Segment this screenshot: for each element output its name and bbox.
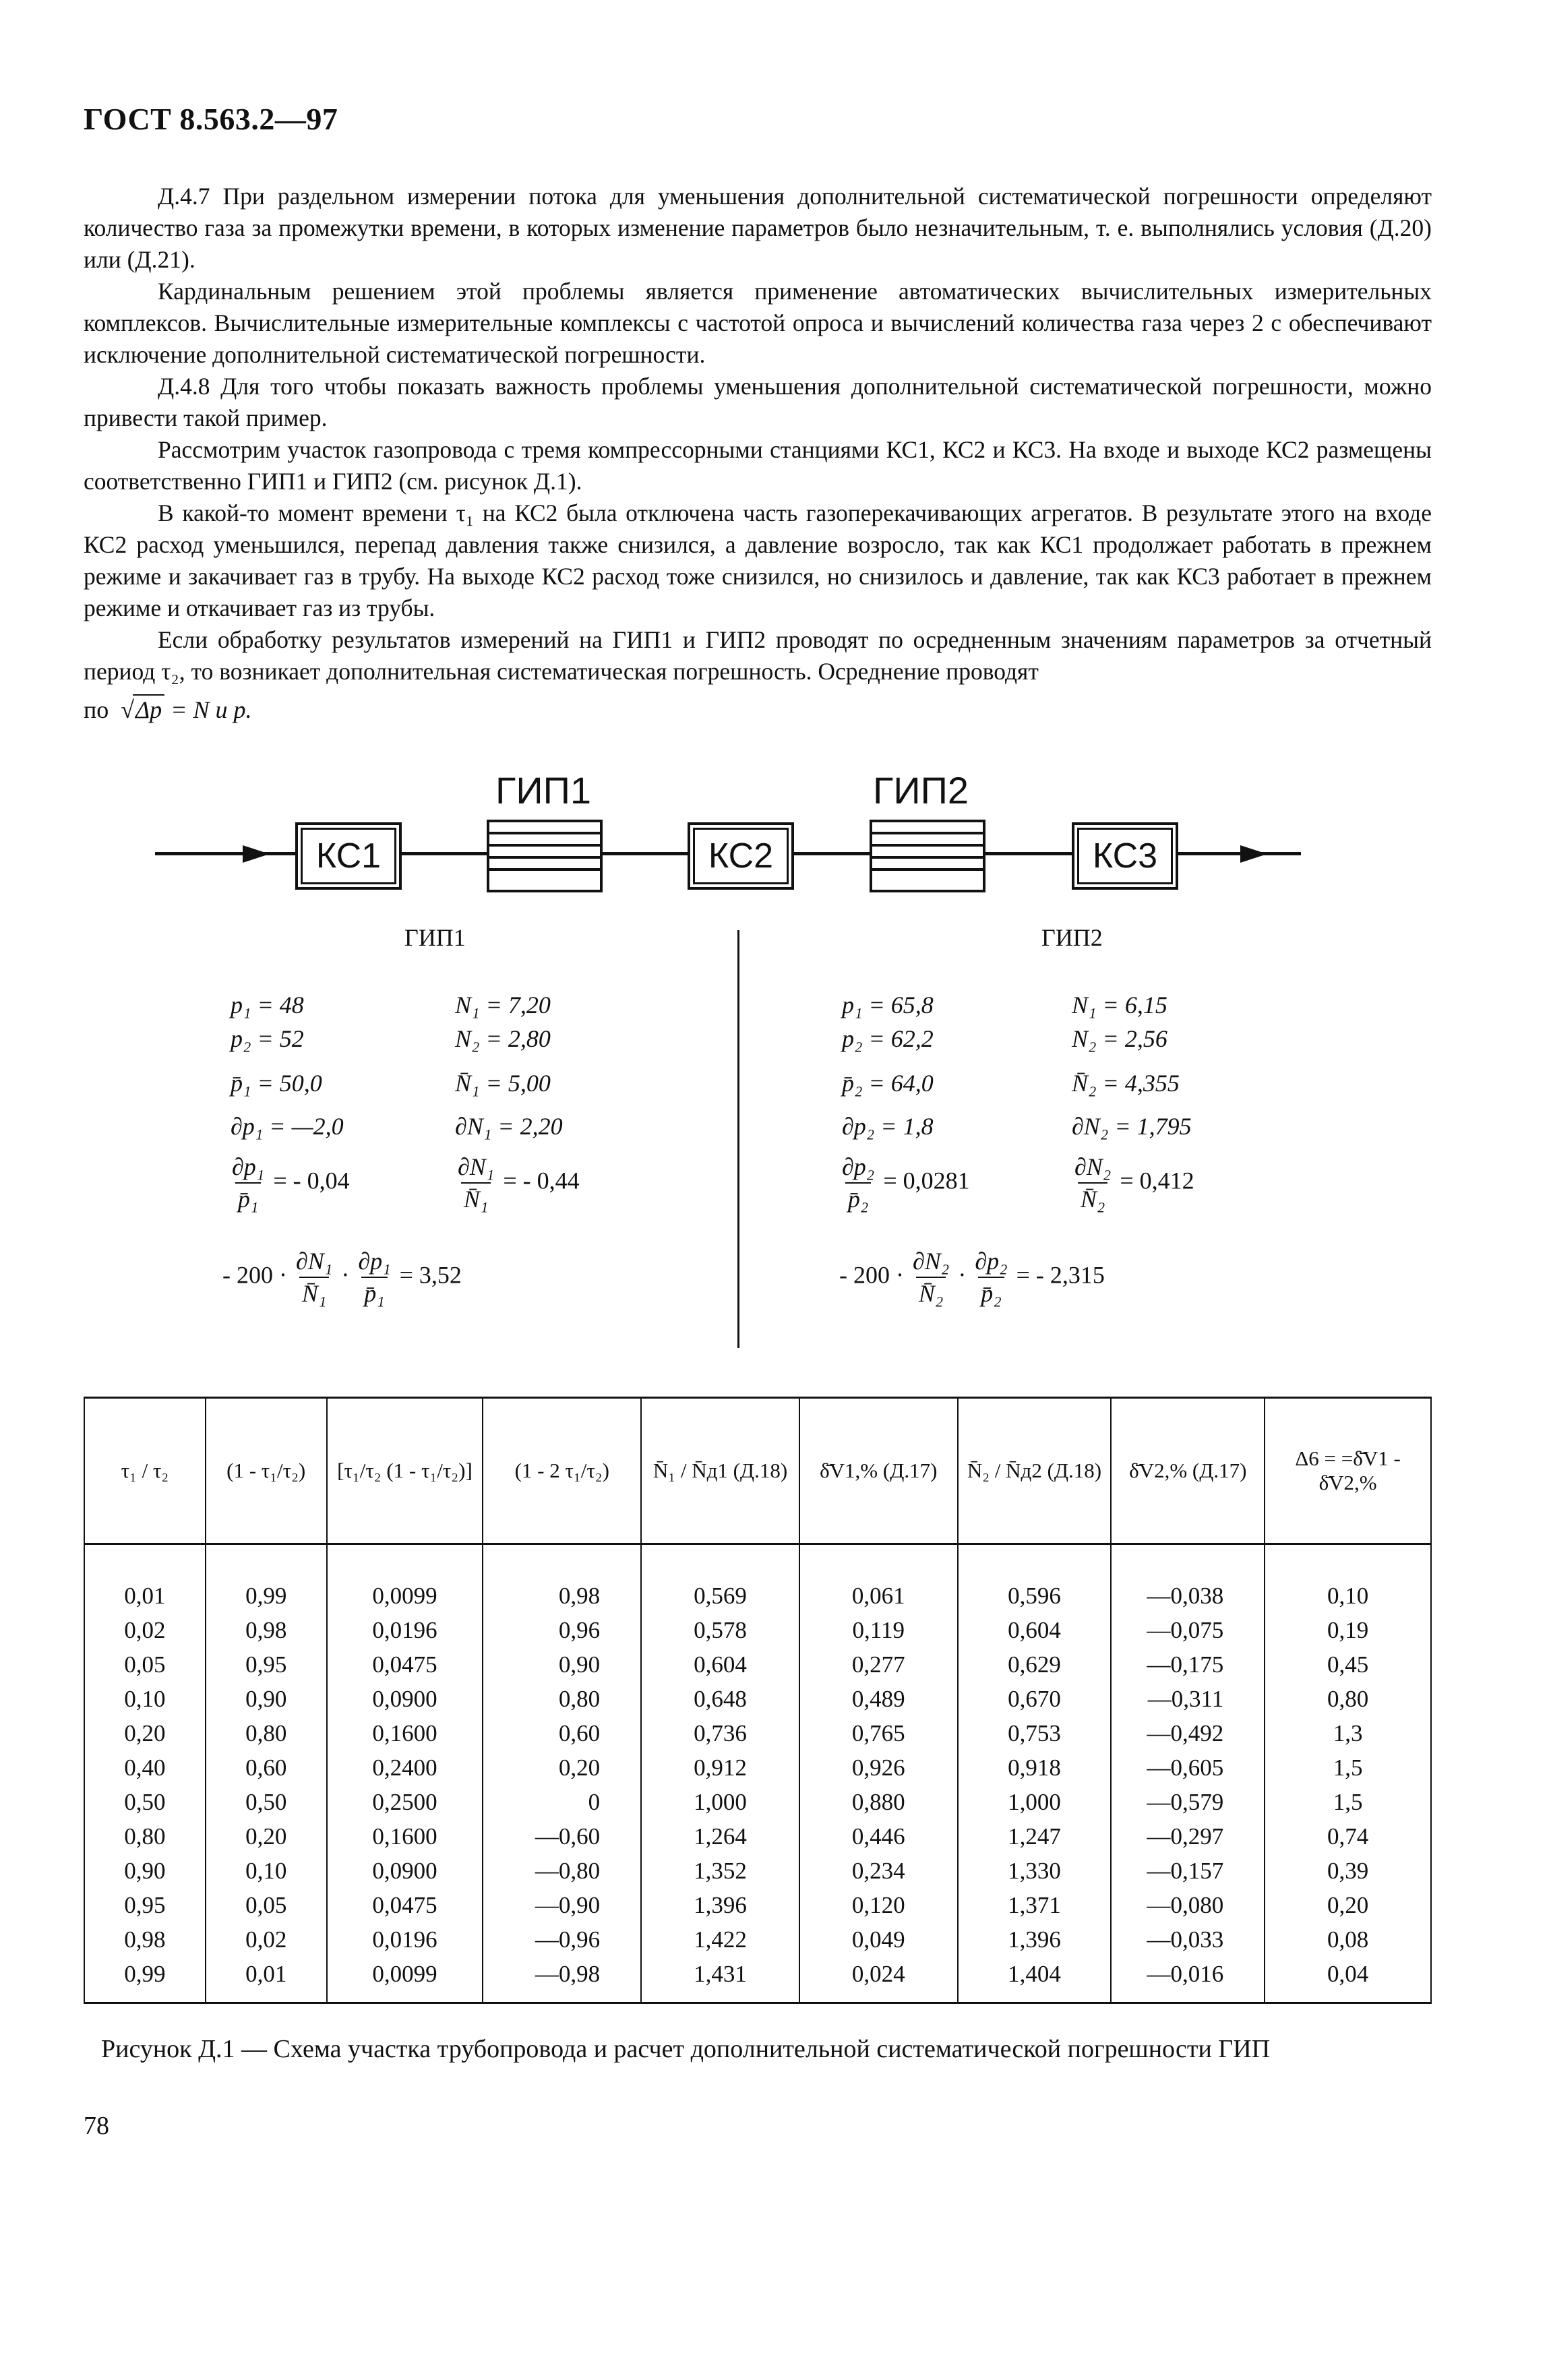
table-header: (1 - 2 τ₁/τ₂) [483,1398,641,1544]
paragraph-d47: Д.4.7 При раздельном измерении потока для уменьшения дополнительной систематической погрешности определяют количество газа за промежутки времени, в которых изменение параметров было незначительным, т. е. выполнялись условия (Д.20) или (Д.21). [84,183,1432,273]
formula-prefix: по [84,696,109,723]
table-cell: 0,0900 [327,1682,483,1716]
table-row [84,1682,1431,1716]
frac-num: ∂N₁ [458,1153,495,1180]
table-cell: 0,05 [84,1647,206,1682]
arrow-right-icon [243,845,270,863]
calc-p1: p₁ = 48 [231,991,304,1018]
table-cell: 0,0475 [327,1647,483,1682]
table-cell: 0,753 [958,1716,1112,1750]
body-text [84,181,1432,688]
station-ks2 [688,822,794,890]
table-cell: 0,60 [483,1716,641,1750]
calc-p2: p₂ = 52 [231,1025,304,1052]
result-prefix: - 200 · [222,1261,287,1289]
table-cell: 0,569 [641,1544,799,1614]
table-row [84,1922,1431,1957]
table-cell: —0,579 [1111,1785,1265,1819]
table-cell: —0,311 [1111,1682,1265,1716]
table-cell: —0,96 [483,1922,641,1957]
table-cell: 0,648 [641,1682,799,1716]
table-cell: 1,5 [1265,1785,1431,1819]
table-cell: 0,061 [799,1544,958,1614]
pipeline-diagram [155,768,1301,903]
table-cell: 0,04 [1265,1957,1431,2003]
table-cell: 0,01 [84,1544,206,1614]
table-cell: 1,000 [958,1785,1112,1819]
table-cell: —0,297 [1111,1819,1265,1854]
gip2-block [870,820,985,892]
calc-n2: N₂ = 2,80 [455,1025,551,1052]
table-cell: 0,98 [483,1544,641,1614]
table-cell: 0,629 [958,1647,1112,1682]
calc-nbar: N̄₁ = 5,00 [455,1070,551,1097]
table-cell: —0,080 [1111,1888,1265,1922]
table-cell: 0,0196 [327,1922,483,1957]
table-cell: 0,99 [206,1544,327,1614]
table-header: δ̄V1,% (Д.17) [799,1398,958,1544]
table-cell: —0,157 [1111,1854,1265,1888]
table-cell: 0,0099 [327,1544,483,1614]
frac-den: N̄₂ [1078,1182,1108,1213]
sqrt-symbol: √ [115,696,135,723]
table-cell: 1,396 [958,1922,1112,1957]
table-cell: 0,0475 [327,1888,483,1922]
table-cell: 0,926 [799,1750,958,1785]
frac-num: ∂N₂ [912,1248,950,1275]
table-cell: —0,175 [1111,1647,1265,1682]
table-cell: 1,5 [1265,1750,1431,1785]
calc-dp: ∂p₂ = 1,8 [842,1113,934,1140]
table-cell: 0 [483,1785,641,1819]
station-ks3-label: КС3 [1092,836,1158,876]
table-header: τ₁ / τ₂ [84,1398,206,1544]
table-cell: 1,352 [641,1854,799,1888]
table-cell: 0,912 [641,1750,799,1785]
table-cell: 0,98 [84,1922,206,1957]
table-cell: 0,119 [799,1613,958,1647]
calc-nbar: N̄₂ = 4,355 [1072,1070,1180,1097]
table-cell: 0,05 [206,1888,327,1922]
calc-n1: N₁ = 6,15 [1072,991,1167,1018]
table-cell: 0,10 [1265,1544,1431,1614]
table-cell: 0,02 [84,1613,206,1647]
frac-den: p̄₂ [978,1277,1004,1308]
table-cell: 0,95 [206,1647,327,1682]
table-row [84,1613,1431,1647]
table-cell: 0,98 [206,1613,327,1647]
table-cell: 0,1600 [327,1716,483,1750]
figure-caption: Рисунок Д.1 — Схема участка трубопровода и расчет дополнительной систематической погрешности ГИП [101,2035,1271,2063]
table-cell: 0,01 [206,1957,327,2003]
calc-frac-n [1072,1153,1194,1213]
formula-rest: = N и p. [171,696,252,723]
table-cell: 0,80 [84,1819,206,1854]
table-cell: 0,0099 [327,1957,483,2003]
table-row [84,1750,1431,1785]
table-cell: —0,033 [1111,1922,1265,1957]
table-cell: 0,1600 [327,1819,483,1854]
table-cell: —0,075 [1111,1613,1265,1647]
result-value: = - 2,315 [1016,1261,1105,1289]
paragraph-d48: Д.4.8 Для того чтобы показать важность проблемы уменьшения дополнительной систематической погрешности, можно привести такой пример. [84,373,1432,431]
calc-dp: ∂p₁ = —2,0 [231,1113,344,1140]
gip1-block [487,820,603,892]
table-cell: 0,880 [799,1785,958,1819]
table-cell: —0,038 [1111,1544,1265,1614]
table-cell: 0,918 [958,1750,1112,1785]
frac-den: N̄₁ [461,1182,491,1213]
frac-value: = 0,412 [1120,1167,1194,1194]
table-cell: 1,422 [641,1922,799,1957]
gip2-diagram-label: ГИП2 [873,769,969,812]
station-ks1 [295,822,402,890]
table-cell: —0,605 [1111,1750,1265,1785]
table-cell: 0,90 [84,1854,206,1888]
frac-value: = - 0,04 [273,1167,350,1194]
table-cell: 0,596 [958,1544,1112,1614]
table-header: (1 - τ₁/τ₂) [206,1398,327,1544]
table-cell: —0,016 [1111,1957,1265,2003]
station-ks3 [1072,822,1178,890]
paragraph-averaging: Если обработку результатов измерений на ГИП1 и ГИП2 проводят по осредненным значениям параметров за отчетный период τ₂, то возникает дополнительная систематическая погрешность. Осреднение проводят [84,626,1432,685]
paragraph-moment: В какой-то момент времени τ₁ на КС2 была отключена часть газоперекачивающих агрегатов. В результате этого на входе КС2 расход уменьшился, перепад давления также снизился, а давление возросло, так как КС1 продолжает работать в прежнем режиме и закачивает газ в трубу. На выходе КС2 расход тоже снизился, но снизилось и давление, так как КС3 работает в прежнем режиме и откачивает газ из трубы. [84,499,1432,621]
frac-num: ∂N₂ [1074,1153,1112,1180]
frac-num: ∂p₂ [842,1153,875,1180]
table-cell: 0,10 [84,1682,206,1716]
table-header: N̄₂ / N̄д2 (Д.18) [958,1398,1112,1544]
table-cell: —0,492 [1111,1716,1265,1750]
calc-panel-gip1 [222,923,721,1355]
table-header-row [84,1398,1431,1544]
table-cell: —0,90 [483,1888,641,1922]
table-cell: 0,0900 [327,1854,483,1888]
calc-panel-gip2 [839,923,1378,1355]
frac-value: = 0,0281 [883,1167,970,1194]
table-cell: 0,20 [206,1819,327,1854]
table-header: [τ₁/τ₂ (1 - τ₁/τ₂)] [327,1398,483,1544]
table-cell: 1,371 [958,1888,1112,1922]
calc-pbar: p̄₁ = 50,0 [231,1070,322,1097]
calc-title: ГИП1 [404,924,466,951]
table-cell: 0,20 [84,1716,206,1750]
table-row [84,1716,1431,1750]
averaging-formula [84,694,251,724]
table-cell: 0,99 [84,1957,206,2003]
calc-p2: p₂ = 62,2 [842,1025,934,1052]
table-cell: 0,80 [1265,1682,1431,1716]
calc-pbar: p̄₂ = 64,0 [842,1070,934,1097]
calc-result: - 200 · $\frac{\text{∂N₁}}{\text{N̄₁}}$ · $\frac{\text{∂p₁}}{\text{p̄₁}}$ = 3,52 [222,1248,462,1307]
sqrt-argument: Δp [133,694,164,724]
calc-separator [737,930,739,1348]
table-cell: 1,404 [958,1957,1112,2003]
table-cell: 1,264 [641,1819,799,1854]
table-cell: 0,024 [799,1957,958,2003]
frac-num: ∂p₂ [975,1248,1008,1275]
calc-frac-n [455,1153,580,1213]
frac-den: p̄₁ [361,1277,388,1308]
frac-num: ∂p₁ [232,1153,265,1180]
table-cell: 0,80 [206,1716,327,1750]
calc-frac-p [839,1153,970,1213]
table-cell: 0,0196 [327,1613,483,1647]
table-cell: 1,3 [1265,1716,1431,1750]
table-cell: —0,80 [483,1854,641,1888]
table-cell: —0,60 [483,1819,641,1854]
table-body [84,1544,1431,2003]
table-cell: 0,446 [799,1819,958,1854]
table-cell: 1,247 [958,1819,1112,1854]
table-cell: 0,20 [1265,1888,1431,1922]
table-cell: 0,39 [1265,1854,1431,1888]
table-cell: 0,604 [641,1647,799,1682]
table-row [84,1854,1431,1888]
frac-value: = - 0,44 [503,1167,580,1194]
table-cell: 0,670 [958,1682,1112,1716]
frac-den: p̄₁ [235,1182,262,1213]
table-cell: —0,98 [483,1957,641,2003]
table-cell: 0,60 [206,1750,327,1785]
calc-p1: p₁ = 65,8 [842,991,934,1018]
calc-title: ГИП2 [1041,924,1103,951]
table-cell: 0,10 [206,1854,327,1888]
table-header: Δ6 = =δ̄V1 - δ̄V2,% [1265,1398,1431,1544]
table-cell: 0,90 [206,1682,327,1716]
paragraph-cardinal: Кардинальным решением этой проблемы является применение автоматических вычислительных измерительных комплексов. Вычислительные измерительные комплексы с частотой опроса и вычислений количества газа через 2 с обеспечивают исключение дополнительной систематической погрешности. [84,278,1432,368]
table-cell: 0,049 [799,1922,958,1957]
paragraph-example: Рассмотрим участок газопровода с тремя компрессорными станциями КС1, КС2 и КС3. На входе и выходе КС2 размещены соответственно ГИП1 и ГИП2 (см. рисунок Д.1). [84,436,1432,495]
table-row [84,1819,1431,1854]
frac-den: N̄₂ [916,1277,946,1308]
result-value: = 3,52 [399,1261,462,1289]
frac-den: p̄₂ [845,1182,872,1213]
table-cell: 0,120 [799,1888,958,1922]
table-cell: 0,277 [799,1647,958,1682]
table-row [84,1544,1431,1614]
station-ks1-label: КС1 [315,836,382,876]
table-cell: 0,80 [483,1682,641,1716]
table-cell: 1,000 [641,1785,799,1819]
calc-n1: N₁ = 7,20 [455,991,551,1018]
table-cell: 1,396 [641,1888,799,1922]
table-cell: 0,19 [1265,1613,1431,1647]
table-cell: 0,40 [84,1750,206,1785]
table-cell: 0,489 [799,1682,958,1716]
table-cell: 0,74 [1265,1819,1431,1854]
result-prefix: - 200 · [839,1261,904,1289]
frac-num: ∂N₁ [295,1248,333,1275]
calc-result: - 200 · $\frac{\text{∂N₂}}{\text{N̄₂}}$ · $\frac{\text{∂p₂}}{\text{p̄₂}}$ = - 2,315 [839,1248,1105,1307]
table-cell: 0,578 [641,1613,799,1647]
table-cell: 0,02 [206,1922,327,1957]
table-header: δ̄V2,% (Д.17) [1111,1398,1265,1544]
table-cell: 0,736 [641,1716,799,1750]
document-header: ГОСТ 8.563.2—97 [84,102,338,136]
table-cell: 0,234 [799,1854,958,1888]
table-header: N̄₁ / N̄д1 (Д.18) [641,1398,799,1544]
table-row [84,1785,1431,1819]
table-cell: 1,330 [958,1854,1112,1888]
table-cell: 0,08 [1265,1922,1431,1957]
table-cell: 0,20 [483,1750,641,1785]
gip1-diagram-label: ГИП1 [495,769,591,812]
table-cell: 0,90 [483,1647,641,1682]
table-cell: 0,2500 [327,1785,483,1819]
table-row [84,1957,1431,2003]
table-cell: 0,2400 [327,1750,483,1785]
calc-n2: N₂ = 2,56 [1072,1025,1167,1052]
table-row [84,1888,1431,1922]
calc-frac-p [229,1153,350,1213]
arrow-right-icon [1240,845,1267,863]
frac-num: ∂p₁ [358,1248,391,1275]
table-cell: 0,95 [84,1888,206,1922]
table-cell: 0,45 [1265,1647,1431,1682]
page-number: 78 [84,2112,109,2140]
table-cell: 0,96 [483,1613,641,1647]
table-cell: 0,604 [958,1613,1112,1647]
table-row [84,1647,1431,1682]
table-cell: 0,50 [206,1785,327,1819]
table-cell: 0,50 [84,1785,206,1819]
station-ks2-label: КС2 [708,836,774,876]
error-table [84,1397,1432,2004]
table-cell: 1,431 [641,1957,799,2003]
frac-den: N̄₁ [299,1277,330,1308]
calc-dn: ∂N₂ = 1,795 [1072,1113,1192,1140]
table-cell: 0,765 [799,1716,958,1750]
calc-dn: ∂N₁ = 2,20 [455,1113,563,1140]
